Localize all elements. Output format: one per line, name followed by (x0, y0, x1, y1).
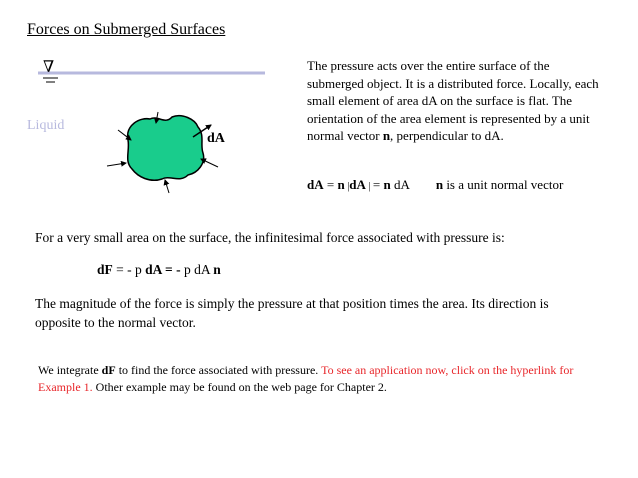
normal-vector-symbol: n (382, 128, 391, 144)
paragraph-integrate: We integrate dF to find the force associated with pressure. To see an application now, click on the hyperlink for Example 1. Other example may be found on the web page for Chapter 2. (38, 363, 574, 394)
area-element-label: dA (207, 131, 225, 146)
description-text: The pressure acts over the entire surface of the submerged object. It is a distributed force. Locally, each small element of area dA on the surface is flat. The orientation of the area element is represented by a unit normal vector n, perpendicular to dA. (307, 58, 599, 144)
free-surface-icon: ∇ (43, 57, 55, 76)
area-vector-formula: dA = n |dA | = n dA n is a unit normal vector (307, 177, 564, 192)
submerged-object (128, 116, 204, 181)
force-equation: dF = - p dA = - p dA n (97, 262, 221, 277)
pressure-arrow (107, 163, 126, 166)
example-1-hyperlink[interactable]: To see an application now, click on the hyperlink for Example 1. (38, 363, 574, 394)
pressure-arrow (165, 180, 169, 193)
paragraph-magnitude: The magnitude of the force is simply the pressure at that position times the area. Its direction is opposite to the normal vector. (35, 296, 549, 330)
paragraph-infinitesimal-force: For a very small area on the surface, the infinitesimal force associated with pressure is: (35, 230, 505, 245)
liquid-label: Liquid (27, 118, 65, 133)
pressure-arrow (201, 159, 218, 167)
page-title: Forces on Submerged Surfaces (27, 21, 226, 38)
